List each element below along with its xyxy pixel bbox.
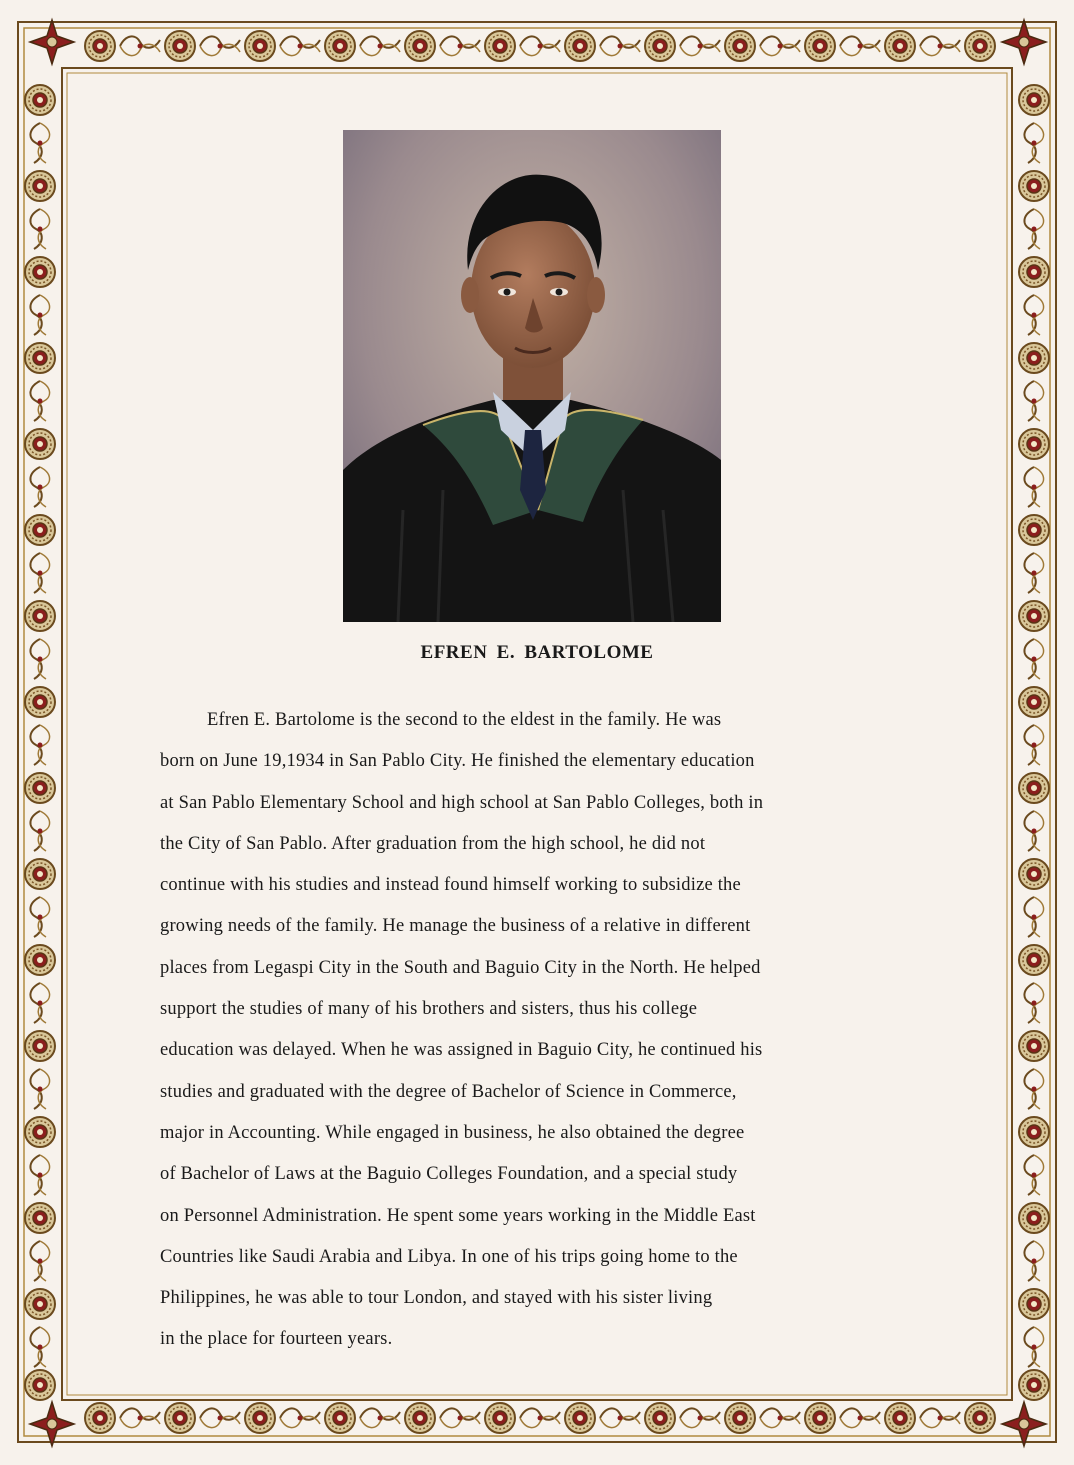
- bio-line: the City of San Pablo. After graduation from the high school, he did not: [160, 833, 706, 854]
- bio-line: continue with his studies and instead found himself working to subsidize the: [160, 875, 741, 896]
- bio-line: major in Accounting. While engaged in business, he also obtained the degree: [160, 1122, 745, 1143]
- biography-text: [160, 700, 930, 1361]
- bio-line: born on June 19,1934 in San Pablo City. He finished the elementary education: [160, 751, 755, 772]
- corner-ornament-top-right: [1002, 20, 1046, 64]
- corner-ornament-bottom-left: [30, 1402, 74, 1446]
- border-right-column: [1019, 85, 1049, 1400]
- person-name: EFREN E. BARTOLOME: [420, 642, 654, 663]
- bio-line: growing needs of the family. He manage the business of a relative in different: [160, 916, 751, 937]
- bio-line: at San Pablo Elementary School and high school at San Pablo Colleges, both in: [160, 792, 764, 813]
- bio-line: on Personnel Administration. He spent some years working in the Middle East: [160, 1205, 756, 1226]
- bio-line: Countries like Saudi Arabia and Libya. In one of his trips going home to the: [160, 1246, 738, 1267]
- bio-line: in the place for fourteen years.: [160, 1329, 393, 1350]
- corner-ornament-bottom-right: [1002, 1402, 1046, 1446]
- bio-line: Philippines, he was able to tour London, and stayed with his sister living: [160, 1288, 713, 1309]
- bio-line: places from Legaspi City in the South and Baguio City in the North. He helped: [160, 957, 761, 978]
- bio-line: education was delayed. When he was assigned in Baguio City, he continued his: [160, 1040, 763, 1061]
- portrait-photo: [343, 130, 721, 622]
- border-left-column: [25, 85, 55, 1400]
- bio-line: of Bachelor of Laws at the Baguio Colleges Foundation, and a special study: [160, 1164, 738, 1185]
- bio-line: Efren E. Bartolome is the second to the eldest in the family. He was: [207, 710, 722, 730]
- bio-line: support the studies of many of his brothers and sisters, thus his college: [160, 999, 698, 1020]
- bio-line: studies and graduated with the degree of Bachelor of Science in Commerce,: [160, 1081, 737, 1102]
- corner-ornament-top-left: [30, 20, 74, 64]
- border-top-row: [85, 31, 995, 61]
- border-bottom-row: [85, 1403, 995, 1433]
